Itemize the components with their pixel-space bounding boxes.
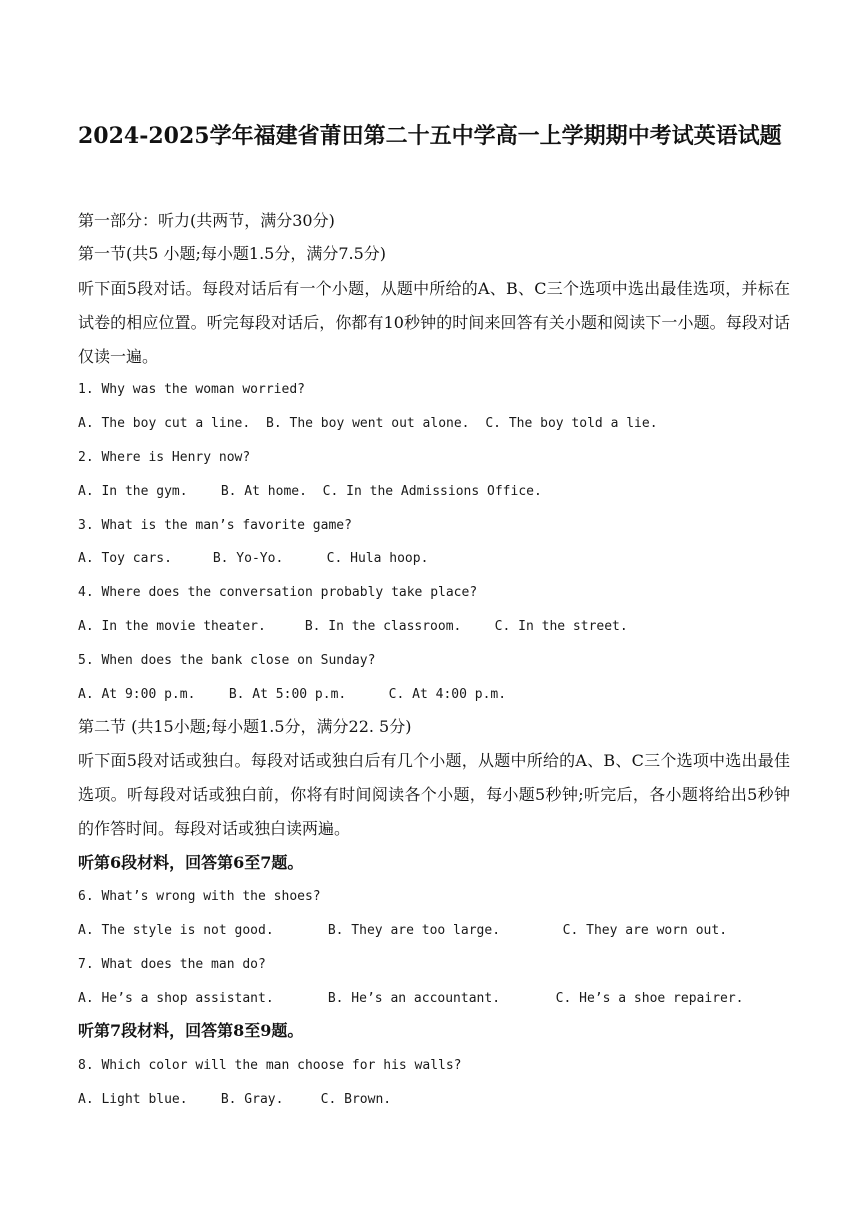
option-b: B. In the classroom. <box>304 619 462 634</box>
option-c: C. Hula hoop. <box>326 551 429 566</box>
option-a: A. In the gym. <box>78 484 188 499</box>
question-5: 5. When does the bank close on Sunday? <box>78 653 376 668</box>
option-c: C. He’s a shoe repairer. <box>555 991 744 1006</box>
option-b: B. Yo-Yo. <box>212 551 284 566</box>
question-8-options <box>78 1091 391 1109</box>
option-a: A. In the movie theater. <box>78 619 266 634</box>
option-c: C. They are worn out. <box>562 923 728 938</box>
question-4: 4. Where does the conversation probably take place? <box>78 585 478 600</box>
option-c: C. Brown. <box>320 1092 392 1107</box>
part1-heading: 第一部分：听力(共两节，满分30分) <box>78 211 335 230</box>
option-a: A. Light blue. <box>78 1092 188 1107</box>
option-a: A. He’s a shop assistant. <box>78 991 274 1006</box>
section1-heading: 第一节(共5 小题;每小题1.5分，满分7.5分) <box>78 244 387 263</box>
material-7-heading: 听第7段材料，回答第8至9题。 <box>78 1021 304 1040</box>
question-2: 2. Where is Henry now? <box>78 450 251 465</box>
question-7-options <box>78 990 744 1008</box>
question-3-options <box>78 550 428 568</box>
option-a: A. Toy cars. <box>78 551 172 566</box>
question-1: 1. Why was the woman worried? <box>78 382 305 397</box>
material-6-heading: 听第6段材料，回答第6至7题。 <box>78 853 304 872</box>
section2-heading: 第二节 (共15小题;每小题1.5分，满分22. 5分) <box>78 717 412 736</box>
question-3: 3. What is the man’s favorite game? <box>78 518 352 533</box>
question-1-options <box>78 415 658 433</box>
question-6: 6. What’s wrong with the shoes? <box>78 889 321 904</box>
option-c: C. The boy told a lie. <box>485 416 658 431</box>
option-b: B. The boy went out alone. <box>266 416 470 431</box>
question-7: 7. What does the man do? <box>78 957 266 972</box>
page-title: 2024-2025学年福建省莆田第二十五中学高一上学期期中考试英语试题 <box>78 123 782 149</box>
option-a: A. The style is not good. <box>78 923 274 938</box>
question-2-options <box>78 483 542 501</box>
question-5-options <box>78 686 506 704</box>
option-b: B. He’s an accountant. <box>327 991 501 1006</box>
option-b: B. Gray. <box>220 1092 284 1107</box>
option-b: B. At 5:00 p.m. <box>228 687 347 702</box>
option-a: A. The boy cut a line. <box>78 416 251 431</box>
option-a: A. At 9:00 p.m. <box>78 687 196 702</box>
section2-instructions: 听下面5段对话或独白。每段对话或独白后有几个小题，从题中所给的A、B、C三个选项中选出最佳选项。听每段对话或独白前，你将有时间阅读各个小题，每小题5秒钟;听完后，各小题将给出5秒钟的作答时间。每段对话或独白读两遍。 <box>78 751 790 838</box>
section1-instructions: 听下面5段对话。每段对话后有一个小题，从题中所给的A、B、C三个选项中选出最佳选项，并标在试卷的相应位置。听完每段对话后，你都有10秒钟的时间来回答有关小题和阅读下一小题。每段对话仅读一遍。 <box>78 279 790 366</box>
option-b: B. At home. <box>220 484 307 499</box>
option-b: B. They are too large. <box>327 923 501 938</box>
question-8: 8. Which color will the man choose for his walls? <box>78 1058 462 1073</box>
option-c: C. In the street. <box>494 619 628 634</box>
option-c: C. At 4:00 p.m. <box>388 687 507 702</box>
question-4-options <box>78 618 628 636</box>
option-c: C. In the Admissions Office. <box>322 484 542 499</box>
question-6-options <box>78 922 727 940</box>
